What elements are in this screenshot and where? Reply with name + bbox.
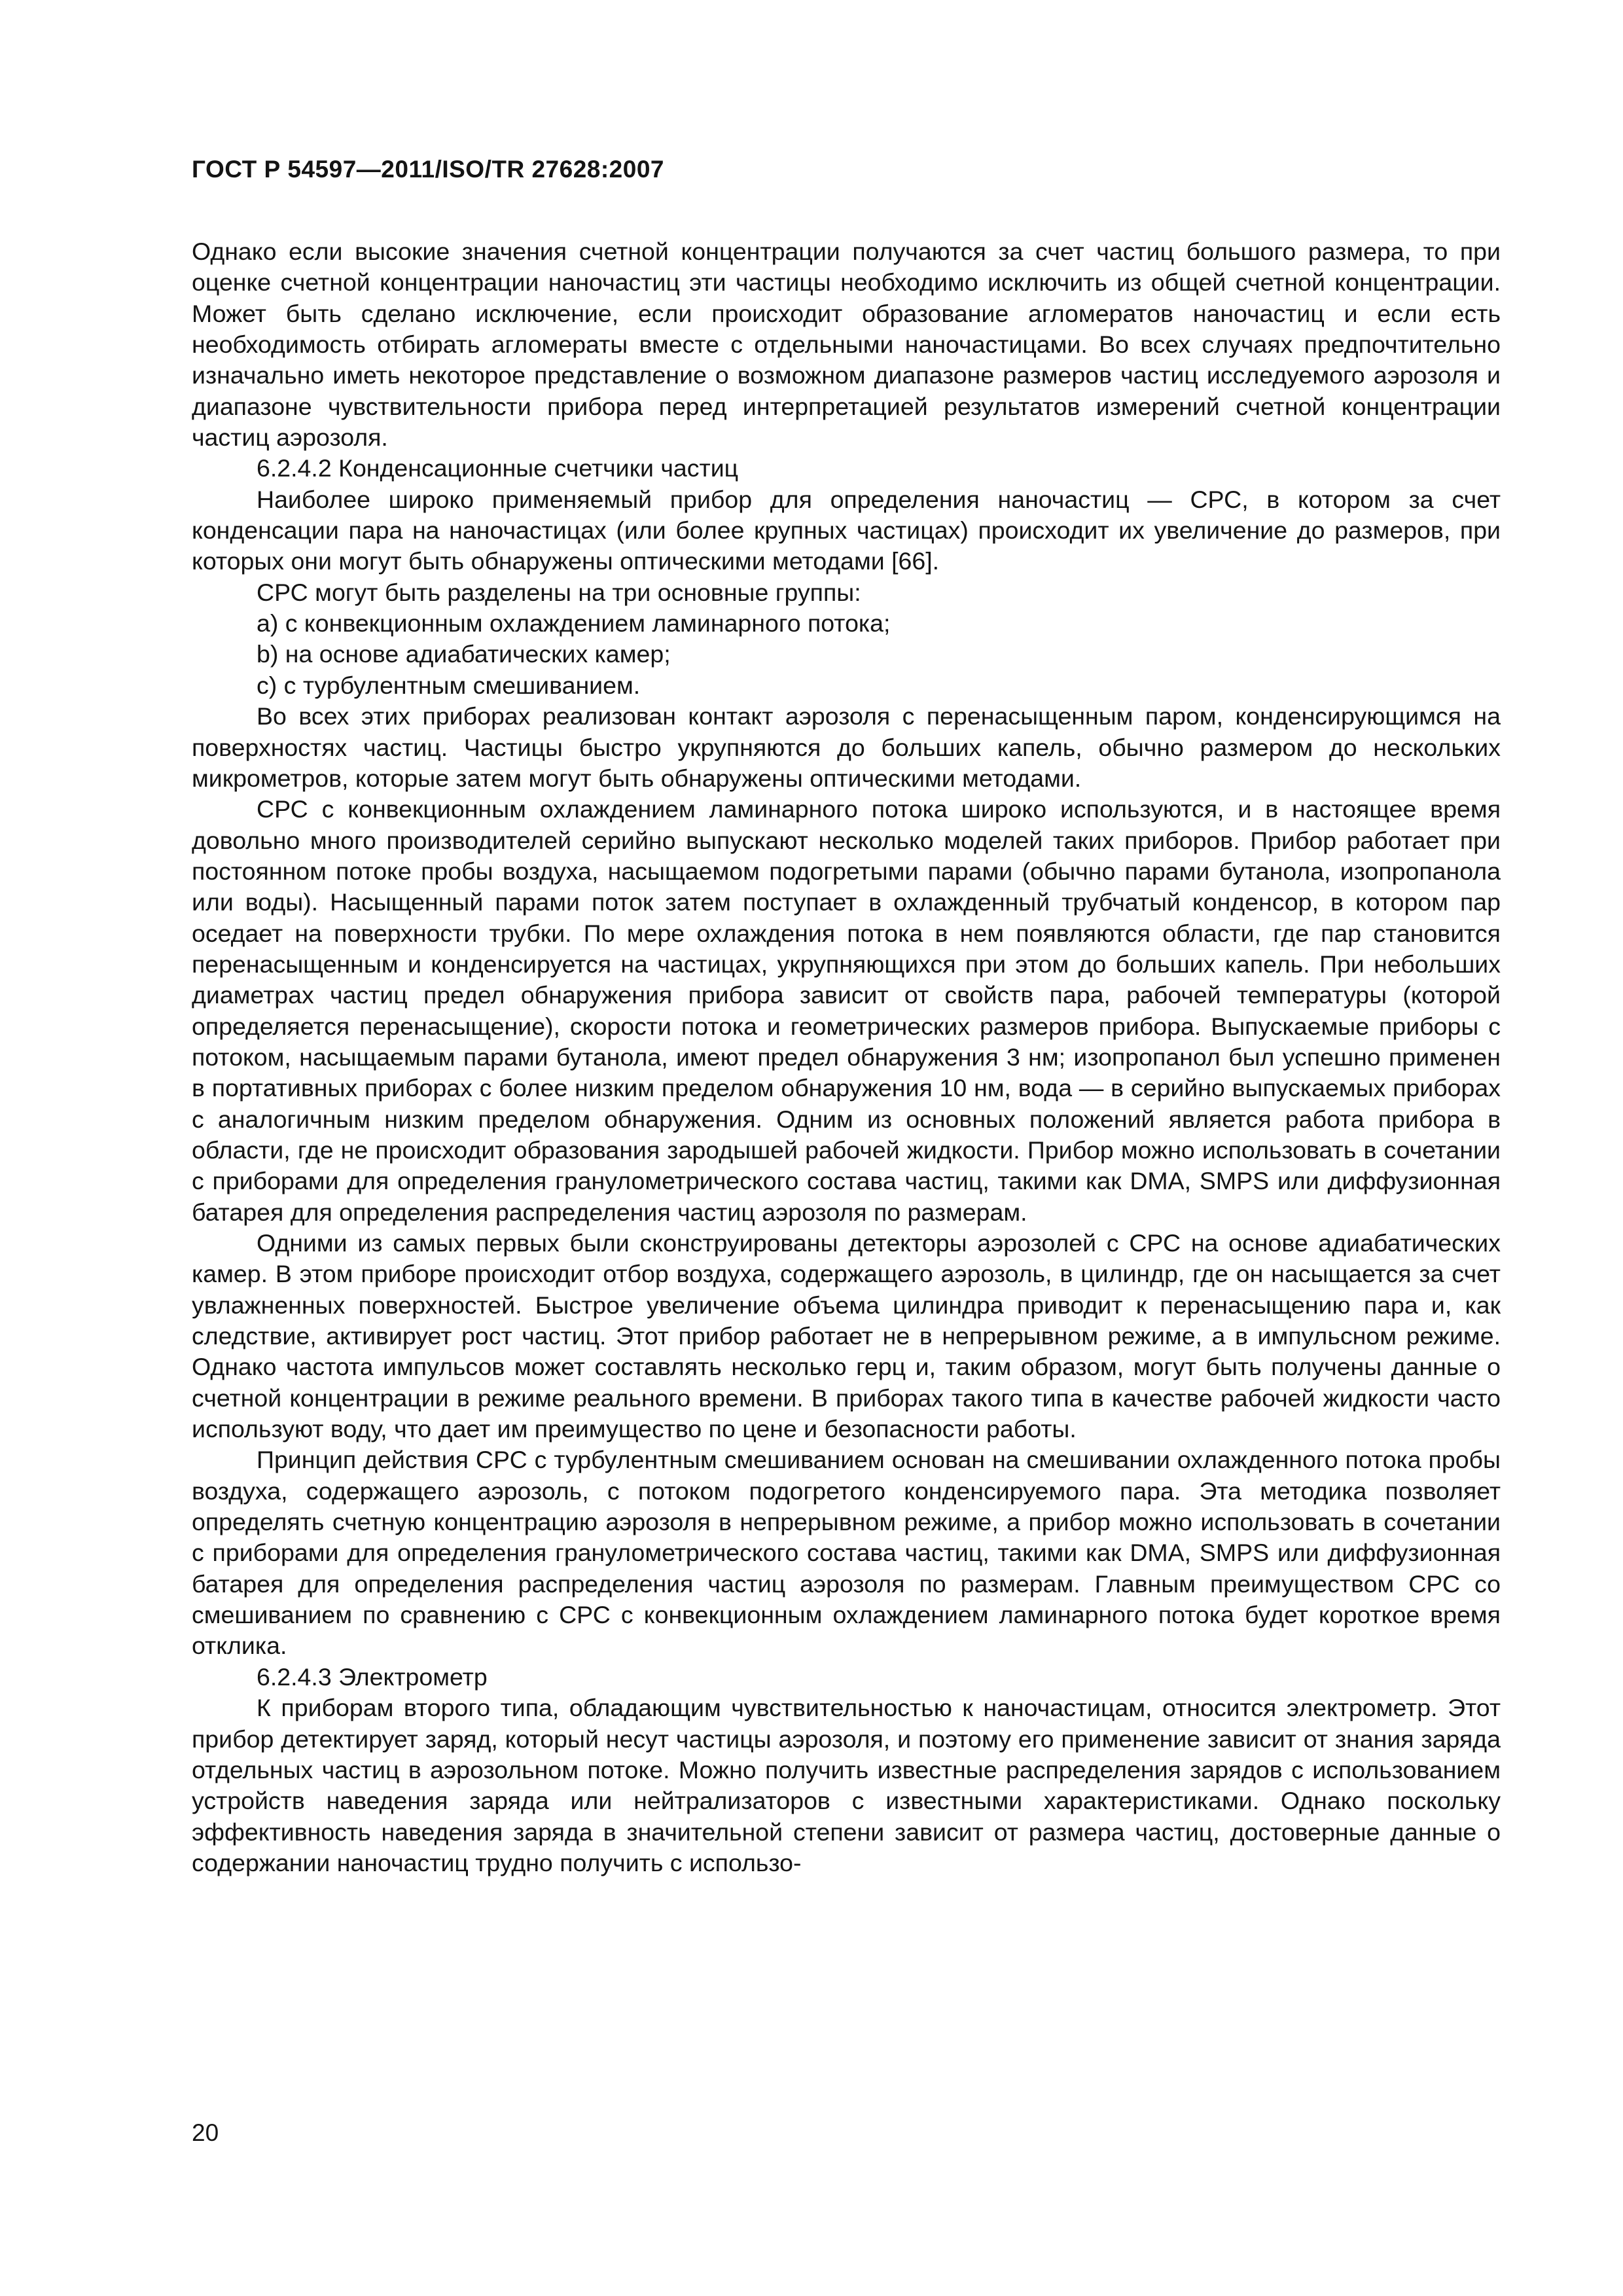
list-item: b) на основе адиабатических камер; bbox=[257, 640, 671, 668]
paragraph: Во всех этих приборах реализован контакт аэрозоля с перенасыщенным паром, конденсирующимся на поверхностях частиц. Частицы быстро укрупняются до больших капель, обычно размером до нескольких микрометров, которые затем могут быть обнаружены оптическими методами. bbox=[192, 702, 1501, 792]
list-item: a) с конвекционным охлаждением ламинарного потока; bbox=[257, 609, 891, 637]
document-body bbox=[192, 236, 1501, 1878]
document-header: ГОСТ Р 54597—2011/ISO/TR 27628:2007 bbox=[192, 156, 664, 183]
section-heading: 6.2.4.3 Электрометр bbox=[257, 1662, 488, 1691]
list-item: c) с турбулентным смешиванием. bbox=[257, 671, 641, 699]
paragraph: СРС с конвекционным охлаждением ламинарного потока широко используются, и в настоящее время довольно много производителей серийно выпускают несколько моделей таких приборов. Прибор работает при постоянном потоке пробы воздуха, насыщаемом подогретыми парами (обычно парами бутанола, изопропанола или воды). Насыщенный парами поток затем поступает в охлажденный трубчатый конденсор, в котором пар оседает на поверхности трубки. По мере охлаждения потока в нем появляются области, где пар становится перенасыщенным и конденсируется на частицах, укрупняющихся при этом до больших капель. При небольших диаметрах частиц предел обнаружения прибора зависит от свойств пара, рабочей температуры (которой определяется перенасыщение), скорости потока и геометрических размеров прибора. Выпускаемые приборы с потоком, насыщаемым парами бутанола, имеют предел обнаружения 3 нм; изопропанол был успешно применен в портативных приборах с более низким пределом обнаружения 10 нм, вода — в серийно выпускаемых приборах с аналогичным низким пределом обнаружения. Одним из основных положений является работа прибора в области, где не происходит образования зародышей рабочей жидкости. Прибор можно использовать в сочетании с приборами для определения гранулометрического состава частиц, такими как DMA, SMPS или диффузионная батарея для определения распределения частиц аэрозоля по размерам. bbox=[192, 795, 1501, 1226]
paragraph: СРС могут быть разделены на три основные группы: bbox=[257, 578, 861, 606]
paragraph: Наиболее широко применяемый прибор для определения наночастиц — СРС, в котором за счет конденсации пара на наночастицах (или более крупных частицах) происходит их увеличение до размеров, при которых они могут быть обнаружены оптическими методами [66]. bbox=[192, 485, 1501, 575]
paragraph: Однако если высокие значения счетной концентрации получаются за счет частиц большого размера, то при оценке счетной концентрации наночастиц эти частицы необходимо исключить из общей счетной концентрации. Может быть сделано исключение, если происходит образование агломератов наночастиц и если есть необходимость отбирать агломераты вместе с отдельными наночастицами. Во всех случаях предпочтительно изначально иметь некоторое представление о возможном диапазоне размеров частиц исследуемого аэрозоля и диапазоне чувствительности прибора перед интерпретацией результатов измерений счетной концентрации частиц аэрозоля. bbox=[192, 238, 1501, 452]
paragraph: К приборам второго типа, обладающим чувствительностью к наночастицам, относится электрометр. Этот прибор детектирует заряд, который несут частицы аэрозоля, и поэтому его применение зависит от знания заряда отдельных частиц в аэрозольном потоке. Можно получить известные распределения зарядов с использованием устройств наведения заряда или нейтрализаторов с известными характеристиками. Однако поскольку эффективность наведения заряда в значительной степени зависит от размера частиц, достоверные данные о содержании наночастиц трудно получить с использо- bbox=[192, 1694, 1501, 1876]
page-number: 20 bbox=[192, 2119, 219, 2146]
paragraph: Одними из самых первых были сконструированы детекторы аэрозолей с СРС на основе адиабатических камер. В этом приборе происходит отбор воздуха, содержащего аэрозоль, в цилиндр, где он насыщается за счет увлажненных поверхностей. Быстрое увеличение объема цилиндра приводит к перенасыщению пара и, как следствие, активирует рост частиц. Этот прибор работает не в непрерывном режиме, а в импульсном режиме. Однако частота импульсов может составлять несколько герц и, таким образом, могут быть получены данные о счетной концентрации в режиме реального времени. В приборах такого типа в качестве рабочей жидкости часто используют воду, что дает им преимущество по цене и безопасности работы. bbox=[192, 1229, 1501, 1443]
section-heading: 6.2.4.2 Конденсационные счетчики частиц bbox=[257, 454, 739, 482]
paragraph: Принцип действия СРС с турбулентным смешиванием основан на смешивании охлажденного потока пробы воздуха, содержащего аэрозоль, с потоком подогретого конденсируемого пара. Эта методика позволяет определять счетную концентрацию аэрозоля в непрерывном режиме, а прибор можно использовать в сочетании с приборами для определения гранулометрического состава частиц, такими как DMA, SMPS или диффузионная батарея для определения распределения частиц аэрозоля по размерам. Главным преимуществом СРС со смешиванием по сравнению с СРС с конвекционным охлаждением ламинарного потока будет короткое время отклика. bbox=[192, 1446, 1501, 1660]
